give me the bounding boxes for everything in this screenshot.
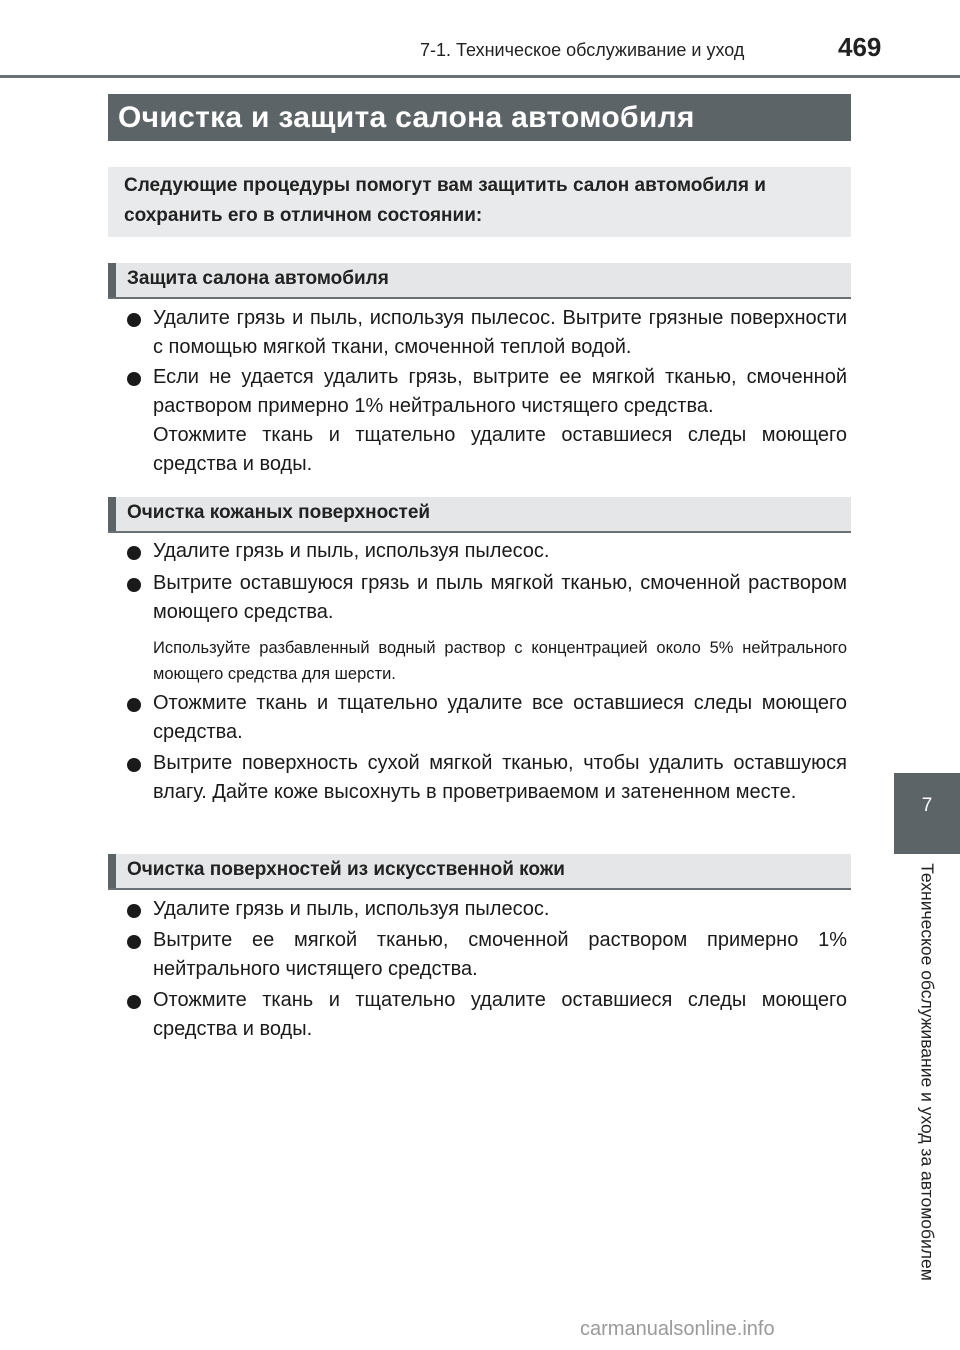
list-item-text: Вытрите поверхность сухой мягкой тканью, чтобы удалить оставшуюся влагу. Дайте коже высохнуть в проветриваемом и затененном месте. [153,752,847,803]
list-item-text: Вытрите ее мягкой тканью, смоченной раствором примерно 1% нейтрального чистящего средства. [153,929,847,980]
chapter-tab [894,773,960,854]
chapter-label: Техническое обслуживание и уход за автомобилем [917,863,938,1281]
watermark: carmanualsonline.info [580,1318,775,1340]
section-marker [108,854,116,888]
list-item-text: Удалите грязь и пыль, используя пылесос. [153,898,550,920]
list-item [127,569,847,627]
list-item [127,986,847,1044]
note-text: Используйте разбавленный водный раствор с концентрацией около 5% нейтрального моющего средства для шерсти. [153,639,847,683]
section-heading-artificial-leather [108,854,851,890]
section-heading-protection [108,263,851,299]
list-item [127,537,847,566]
continuation-text: Отожмите ткань и тщательно удалите оставшиеся следы моющего средства и воды. [153,424,847,475]
section-heading-leather [108,497,851,533]
list-item-text: Отожмите ткань и тщательно удалите оставшиеся следы моющего средства и воды. [153,989,847,1040]
list-item [127,363,847,421]
bullet-icon [127,313,141,327]
page-title-bar [108,94,851,141]
list-item-text: Удалите грязь и пыль, используя пылесос. [153,540,550,562]
bullet-icon [127,758,141,772]
list-item-text: Отожмите ткань и тщательно удалите все оставшиеся следы моющего средства. [153,692,847,743]
bullet-icon [127,904,141,918]
list-item-text: Удалите грязь и пыль, используя пылесос. Вытрите грязные поверхности с помощью мягкой ткани, смоченной теплой водой. [153,307,847,358]
list-item [127,895,847,924]
running-header: 7-1. Техническое обслуживание и уход [420,40,745,60]
chapter-number: 7 [921,795,933,816]
bullet-icon [127,698,141,712]
bullet-icon [127,546,141,560]
list-item-text: Вытрите оставшуюся грязь и пыль мягкой тканью, смоченной раствором моющего средства. [153,572,847,623]
list-item [127,304,847,362]
bullet-icon [127,578,141,592]
bullet-icon [127,995,141,1009]
intro-box [108,167,851,237]
list-item [127,689,847,747]
bullet-icon [127,372,141,386]
section-heading-text: Очистка поверхностей из искусственной кожи [127,859,565,880]
section-heading-text: Защита салона автомобиля [127,268,389,289]
section-marker [108,497,116,531]
section-marker [108,263,116,297]
header-rule [0,75,960,78]
list-item-text: Если не удается удалить грязь, вытрите ее мягкой тканью, смоченной раствором примерно 1% нейтрального чистящего средства. [153,366,847,417]
section-heading-text: Очистка кожаных поверхностей [127,502,431,523]
intro-text: Следующие процедуры помогут вам защитить салон автомобиля и сохранить его в отличном состоянии: [124,175,766,226]
page-number: 469 [838,32,882,62]
page-title: Очистка и защита салона автомобиля [118,101,695,134]
bullet-icon [127,935,141,949]
list-item [127,926,847,984]
list-item [127,749,847,807]
